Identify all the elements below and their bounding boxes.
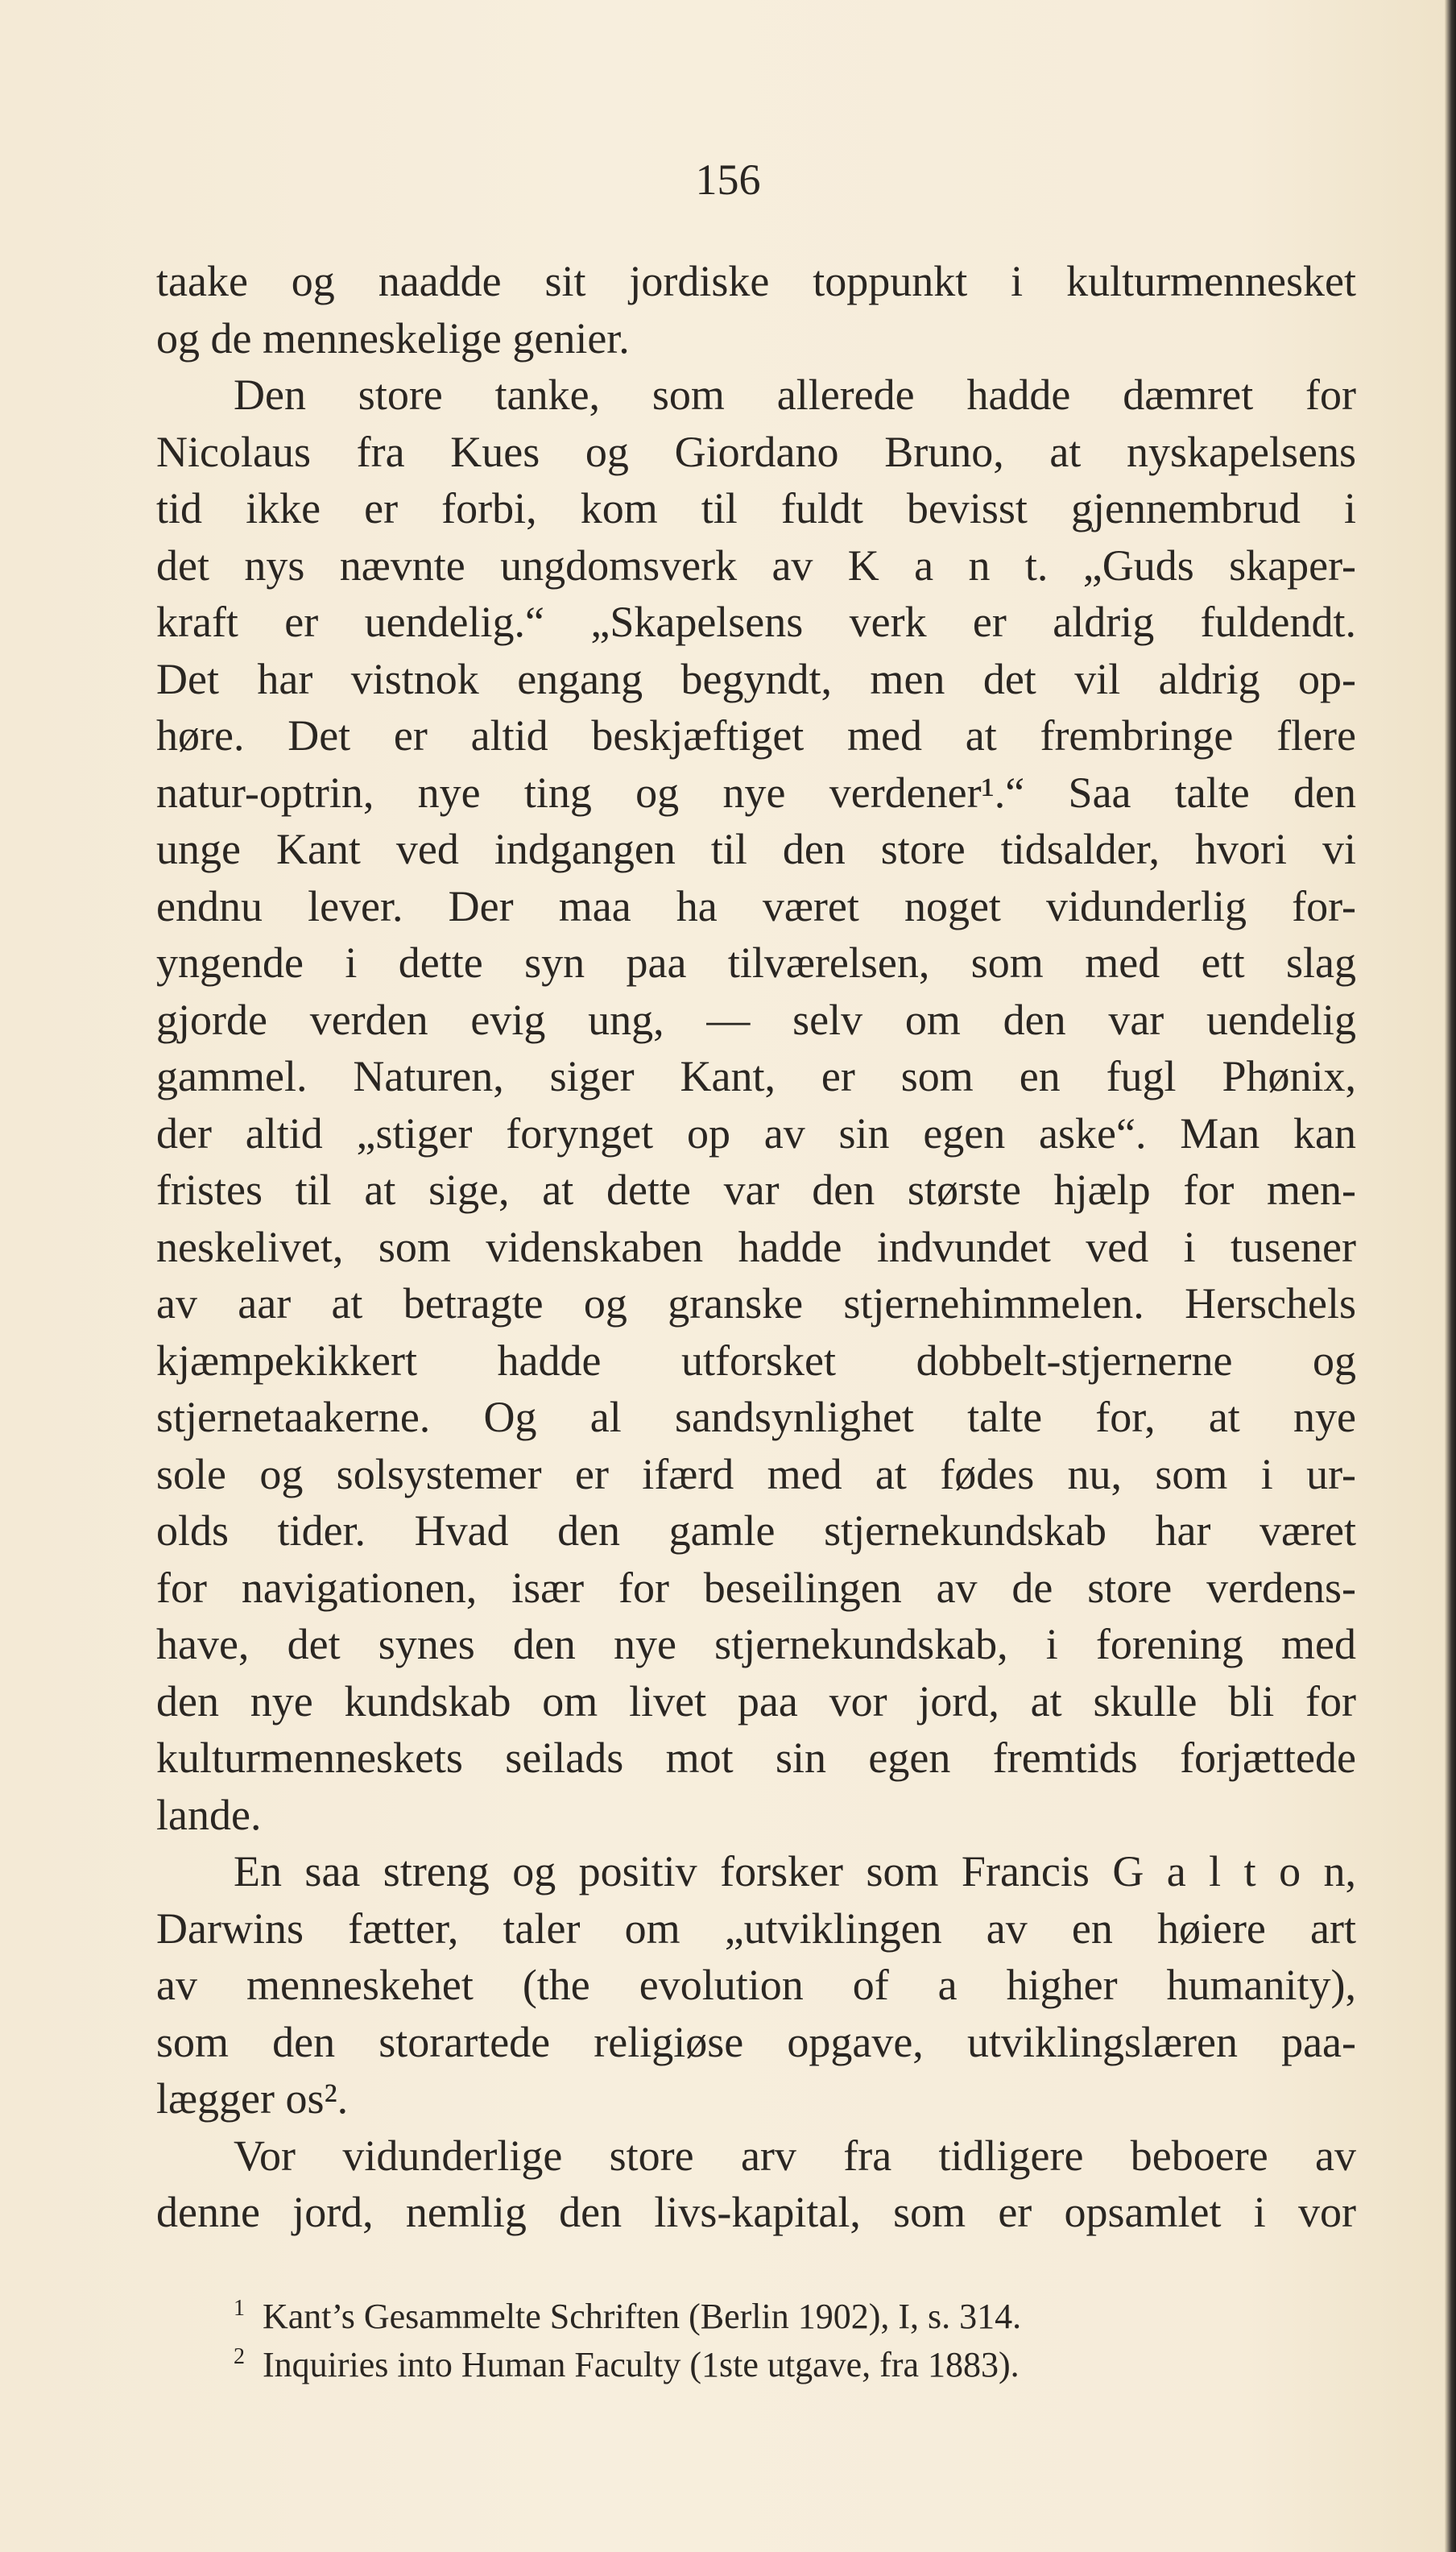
footnote-mark: 1 bbox=[234, 2296, 245, 2321]
text-line: for navigationen, især for beseilingen av de store verdens- bbox=[156, 1563, 1356, 1612]
footnote-text: Kant’s Gesammelte Schriften (Berlin 1902), I, s. 314. bbox=[263, 2297, 1022, 2336]
text-line: som den storartede religiøse opgave, utviklingslæren paa- bbox=[156, 2017, 1356, 2066]
text-line: gammel. Naturen, siger Kant, er som en fugl Phønix, bbox=[156, 1052, 1356, 1100]
text-line: sole og solsystemer er ifærd med at fødes nu, som i ur- bbox=[156, 1449, 1356, 1498]
text-line: av aar at betragte og granske stjernehimmelen. Herschels bbox=[156, 1279, 1356, 1328]
text-line: lande. bbox=[156, 1790, 262, 1839]
text-line: endnu lever. Der maa ha været noget vidunderlig for- bbox=[156, 881, 1356, 930]
page-number: 156 bbox=[695, 155, 761, 204]
text-line: der altid „stiger forynget op av sin egen aske“. Man kan bbox=[156, 1108, 1356, 1158]
text-line: Det har vistnok engang begyndt, men det vil aldrig op- bbox=[156, 654, 1356, 703]
body-text bbox=[156, 253, 1356, 2241]
footnotes bbox=[234, 2285, 1248, 2384]
text-line: stjernetaakerne. Og al sandsynlighet talte for, at nye bbox=[156, 1393, 1356, 1441]
footnote bbox=[234, 2285, 1248, 2336]
text-line: olds tider. Hvad den gamle stjernekundskab har været bbox=[156, 1506, 1356, 1555]
text-line: av menneskehet (the evolution of a higher humanity), bbox=[156, 1961, 1356, 2009]
text-line: unge Kant ved indgangen til den store tidsalder, hvori vi bbox=[156, 825, 1356, 873]
text-line: Den store tanke, som allerede hadde dæmret for bbox=[234, 371, 1356, 419]
text-line: tid ikke er forbi, kom til fuldt bevisst gjennembrud i bbox=[156, 484, 1356, 532]
text-line: taake og naadde sit jordiske toppunkt i kulturmennesket bbox=[156, 257, 1356, 305]
text-line: lægger os². bbox=[156, 2074, 349, 2123]
text-line: kulturmenneskets seilads mot sin egen fremtids forjættede bbox=[156, 1734, 1356, 1782]
text-line: gjorde verden evig ung, — selv om den var uendelig bbox=[156, 995, 1356, 1044]
text-line: og de menneskelige genier. bbox=[156, 313, 630, 362]
text-line: høre. Det er altid beskjæftiget med at frembringe flere bbox=[156, 711, 1356, 760]
text-line: kjæmpekikkert hadde utforsket dobbelt-stjernerne og bbox=[156, 1336, 1356, 1385]
text-line: Vor vidunderlige store arv fra tidligere beboere av bbox=[234, 2131, 1356, 2180]
page-edge-shadow bbox=[1445, 0, 1456, 2552]
text-line: den nye kundskab om livet paa vor jord, at skulle bli for bbox=[156, 1676, 1356, 1726]
text-line: Darwins fætter, taler om „utviklingen av en høiere art bbox=[156, 1904, 1356, 1953]
text-line: kraft er uendelig.“ „Skapelsens verk er aldrig fuldendt. bbox=[156, 598, 1356, 646]
text-line: fristes til at sige, at dette var den største hjælp for men- bbox=[156, 1166, 1356, 1214]
text-line: denne jord, nemlig den livs-kapital, som er opsamlet i vor bbox=[156, 2188, 1356, 2236]
footnote-text: Inquiries into Human Faculty (1ste utgave, fra 1883). bbox=[263, 2345, 1020, 2384]
footnote-mark: 2 bbox=[234, 2344, 245, 2369]
text-line: yngende i dette syn paa tilværelsen, som med ett slag bbox=[156, 938, 1356, 987]
text-line: natur-optrin, nye ting og nye verdener¹.“ Saa talte den bbox=[156, 768, 1356, 817]
text-line: Nicolaus fra Kues og Giordano Bruno, at nyskapelsens bbox=[156, 427, 1356, 476]
text-line: neskelivet, som videnskaben hadde indvundet ved i tusener bbox=[156, 1222, 1356, 1271]
text-line: det nys nævnte ungdomsverk av K a n t. „Guds skaper- bbox=[156, 541, 1356, 590]
footnote bbox=[234, 2333, 1248, 2384]
text-line: En saa streng og positiv forsker som Francis G a l t o n, bbox=[234, 1847, 1356, 1895]
text-line: have, det synes den nye stjernekundskab, i forening med bbox=[156, 1620, 1356, 1668]
